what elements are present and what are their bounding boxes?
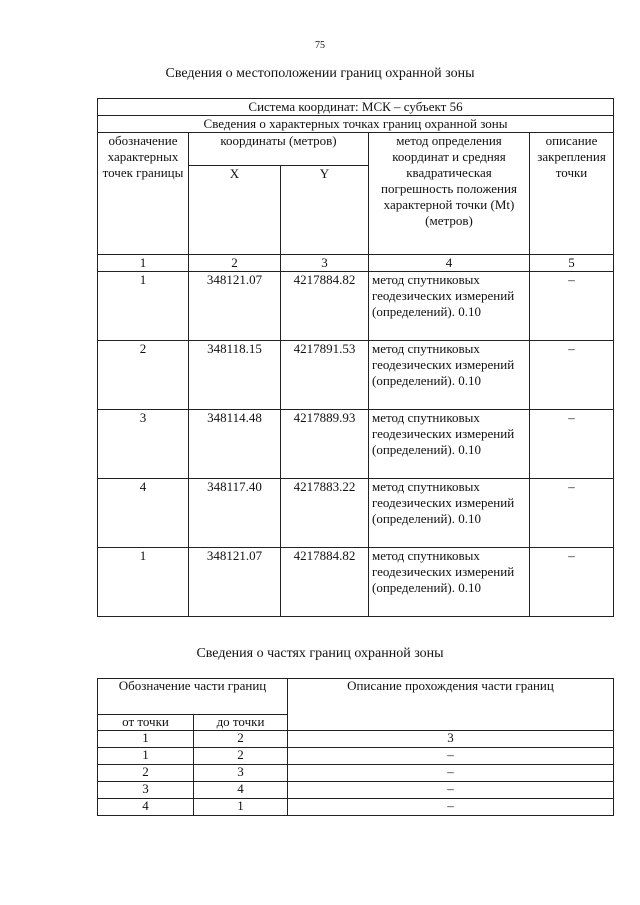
table-row (98, 799, 614, 816)
from-cell: 4 (98, 799, 194, 816)
table-row (98, 410, 614, 479)
x-cell: 348117.40 (189, 479, 281, 548)
method-cell: метод спутниковых геодезических измерений (определений). 0.10 (369, 272, 530, 341)
point-cell: 1 (98, 272, 189, 341)
point-cell: 3 (98, 410, 189, 479)
header-to-point: до точки (194, 715, 288, 731)
method-cell: метод спутниковых геодезических измерений (определений). 0.10 (369, 479, 530, 548)
from-cell: 2 (98, 765, 194, 782)
x-cell: 348121.07 (189, 548, 281, 617)
from-cell: 1 (98, 748, 194, 765)
point-cell: 1 (98, 548, 189, 617)
to-cell: 2 (194, 748, 288, 765)
to-cell: 4 (194, 782, 288, 799)
to-cell: 1 (194, 799, 288, 816)
header-boundary-part: Обозначение части границ (98, 679, 288, 715)
table-row (98, 479, 614, 548)
column-number: 5 (530, 255, 614, 272)
header-point-description: описание закрепления точки (530, 133, 614, 255)
description-cell: – (530, 272, 614, 341)
point-cell: 2 (98, 341, 189, 410)
header-x: X (189, 166, 281, 255)
y-cell: 4217891.53 (281, 341, 369, 410)
boundary-parts-table (97, 678, 614, 816)
header-point-designation: обозначение характерных точек границы (98, 133, 189, 255)
boundary-points-table (97, 98, 614, 617)
part-description-cell: – (288, 765, 614, 782)
part-description-cell: – (288, 799, 614, 816)
y-cell: 4217883.22 (281, 479, 369, 548)
table-subtitle-cell: Сведения о характерных точках границ охранной зоны (98, 116, 614, 133)
description-cell: – (530, 479, 614, 548)
y-cell: 4217889.93 (281, 410, 369, 479)
table-row (98, 341, 614, 410)
table-row (98, 782, 614, 799)
from-cell: 3 (98, 782, 194, 799)
column-number: 4 (369, 255, 530, 272)
column-number: 3 (281, 255, 369, 272)
table-row (98, 765, 614, 782)
column-number: 1 (98, 731, 194, 748)
x-cell: 348121.07 (189, 272, 281, 341)
header-y: Y (281, 166, 369, 255)
description-cell: – (530, 548, 614, 617)
x-cell: 348114.48 (189, 410, 281, 479)
method-cell: метод спутниковых геодезических измерений (определений). 0.10 (369, 410, 530, 479)
description-cell: – (530, 341, 614, 410)
column-number: 1 (98, 255, 189, 272)
part-description-cell: – (288, 782, 614, 799)
page-number: 75 (315, 40, 325, 51)
section-title-boundaries: Сведения о местоположении границ охранной зоны (165, 66, 475, 81)
table-row (98, 748, 614, 765)
column-number: 2 (194, 731, 288, 748)
y-cell: 4217884.82 (281, 272, 369, 341)
section-title-boundary-parts: Сведения о частях границ охранной зоны (196, 646, 444, 661)
y-cell: 4217884.82 (281, 548, 369, 617)
header-part-description: Описание прохождения части границ (288, 679, 614, 731)
column-number: 2 (189, 255, 281, 272)
part-description-cell: – (288, 748, 614, 765)
to-cell: 3 (194, 765, 288, 782)
description-cell: – (530, 410, 614, 479)
x-cell: 348118.15 (189, 341, 281, 410)
table-row (98, 548, 614, 617)
table-row (98, 272, 614, 341)
header-method: метод определения координат и средняя квадратическая погрешность положения характерной точки (Mt) (метров) (369, 133, 530, 255)
method-cell: метод спутниковых геодезических измерений (определений). 0.10 (369, 548, 530, 617)
header-from-point: от точки (98, 715, 194, 731)
header-coordinates: координаты (метров) (189, 133, 369, 166)
column-number: 3 (288, 731, 614, 748)
method-cell: метод спутниковых геодезических измерений (определений). 0.10 (369, 341, 530, 410)
point-cell: 4 (98, 479, 189, 548)
coordinate-system-cell: Система координат: МСК – субъект 56 (98, 99, 614, 116)
